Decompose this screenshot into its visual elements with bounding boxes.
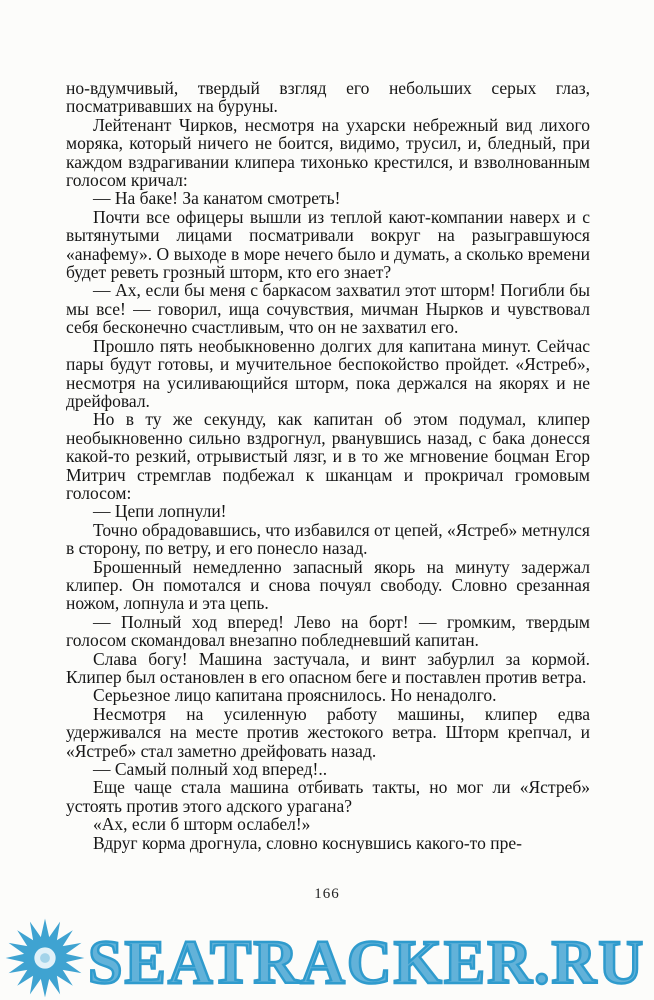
watermark [0,908,654,1000]
page-number: 166 [314,886,340,902]
paragraph: Серьезное лицо капитана прояснилось. Но ненадолго. [93,685,497,706]
text-block [66,79,590,852]
paragraph: Точно обрадовавшись, что избавился от цепей, «Ястреб» метнулся в сторону, по ветру, и его понесло назад. [66,519,590,559]
starburst-icon [4,917,86,999]
paragraph: — Ах, если бы меня с баркасом захватил этот шторм! Погибли бы мы все! — говорил, ища сочувствия, мичман Нырков и чувствовал себя бесконечно счастливым, что он не захватил его. [66,280,590,338]
paragraph: Но в ту же секунду, как капитан об этом подумал, клипер необыкновенно сильно вздрогнул, рванувшись назад, с бака донесся какой-то резкий, отрывистый лязг, и в то же мгновение боцман Егор Митрич стремглав подбежал к шканцам и прокричал громовым голосом: [66,409,590,503]
paragraph: Почти все офицеры вышли из теплой кают-компании наверх и с вытянутыми лицами посматривали вокруг на разыгравшуюся «анафему». О выходе в море нечего было и думать, а сколько времени будет реветь грозный шторм, кто его знает? [66,206,590,283]
paragraph: но-вдумчивый, твердый взгляд его небольших серых глаз, посматривавших на буруны. [66,78,590,117]
paragraph: Несмотря на усиленную работу машины, клипер едва удерживался на месте против жестокого ветра. Шторм крепчал, и «Ястреб» стал заметно дрейфовать назад. [66,703,590,761]
paragraph: Слава богу! Машина застучала, и винт забурлил за кормой. Клипер был остановлен в его опасном беге и поставлен против ветра. [66,648,590,687]
paragraph: Брошенный немедленно запасный якорь на минуту задержал клипер. Он помотался и снова почуял свободу. Словно срезанная ножом, лопнула и эта цепь. [66,556,590,614]
paragraph: — Самый полный ход вперед!.. [93,759,328,780]
paragraph: «Ах, если б шторм ослабел!» [93,814,311,835]
watermark-text: SEATRACKER.RU [88,929,646,997]
paragraph: — Полный ход вперед! Лево на борт! — громким, твердым голосом скомандовал внезапно побледневший капитан. [66,611,590,651]
paragraph: Прошло пять необыкновенно долгих для капитана минут. Сейчас пары будут готовы, и мучительное беспокойство пройдет. «Ястреб», несмотря на усиливающийся шторм, пока держался на якорях и не дрейфовал. [66,335,590,411]
paragraph: — На баке! За канатом смотреть! [93,188,341,209]
paragraph: — Цепи лопнули! [93,501,227,522]
paragraph: Лейтенант Чирков, несмотря на ухарски небрежный вид лихого моряка, который ничего не боится, видимо, трусил, и, бледный, при каждом вздрагивании клипера тихонько крестился, и взволнованным голосом кричал: [66,114,590,191]
paragraph: Еще чаще стала машина отбивать такты, но мог ли «Ястреб» устоять против этого адского урагана? [66,777,590,816]
paragraph: Вдруг корма дрогнула, словно коснувшись какого-то пре- [93,832,522,853]
